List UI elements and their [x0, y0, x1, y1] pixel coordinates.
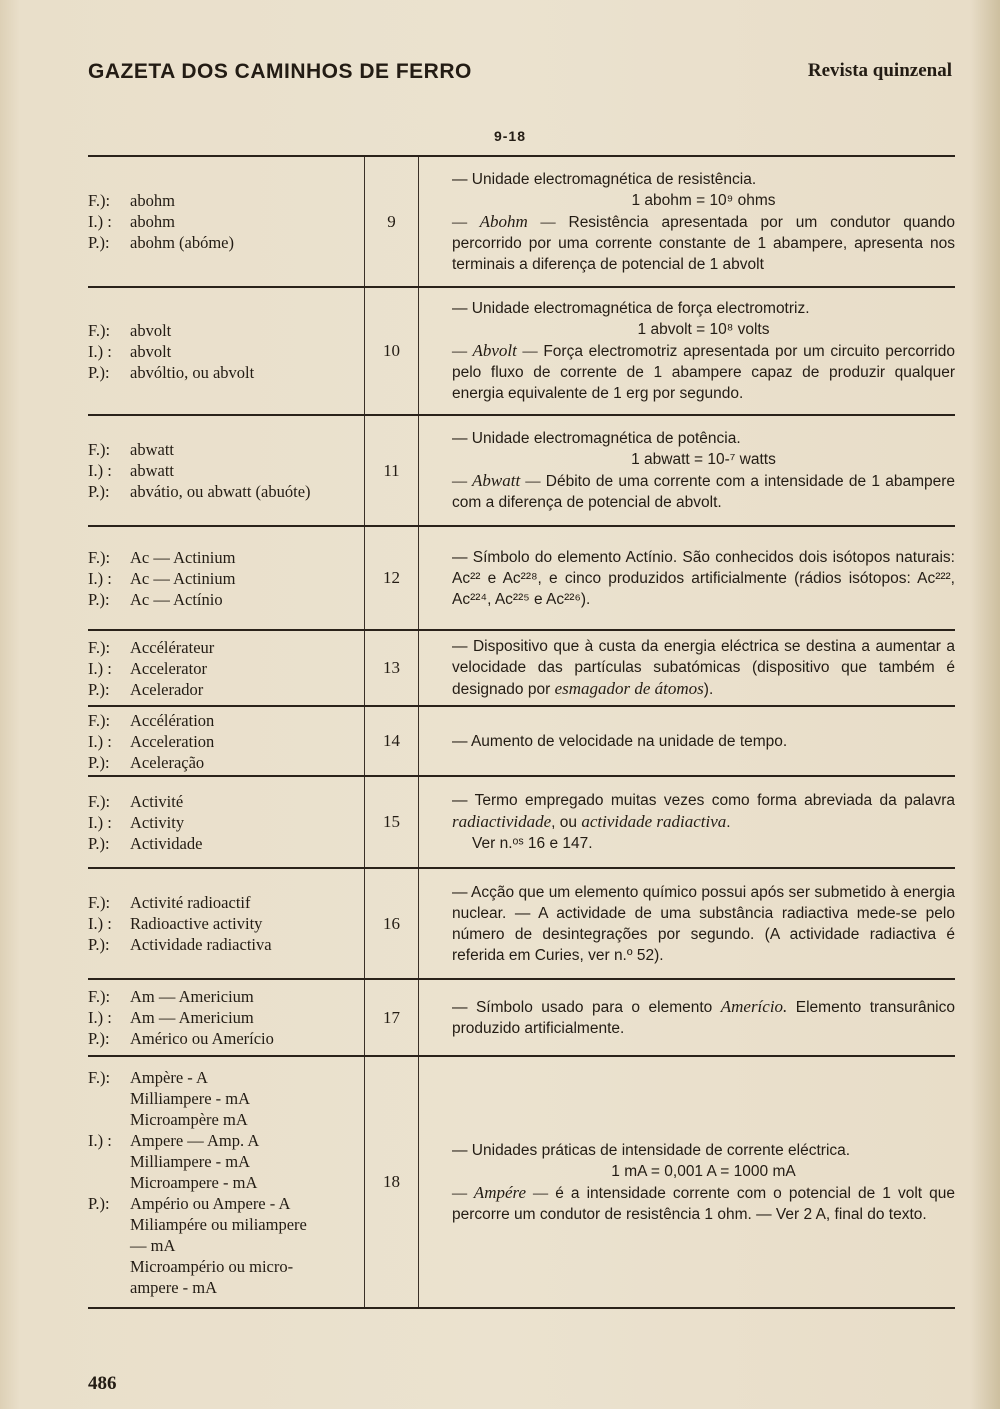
term-column — [88, 157, 365, 286]
term-text: abwatt — [130, 440, 174, 459]
entry-number: 15 — [365, 777, 419, 867]
language-label: P.): — [88, 1193, 110, 1213]
page-number: 486 — [88, 1373, 117, 1394]
table-row — [88, 288, 955, 416]
term-entry — [88, 481, 364, 502]
term-text: Ampère - A — [130, 1067, 208, 1087]
term-text: Accelerator — [130, 658, 207, 678]
table-row — [88, 869, 955, 980]
term-entry — [88, 752, 364, 773]
definition-text: . — [726, 814, 731, 831]
term-text: Milliampere - mA — [130, 1151, 251, 1171]
italic-term: radiactividade — [452, 812, 552, 831]
language-label: F.): — [88, 987, 111, 1006]
table-row — [88, 1057, 955, 1309]
table-row — [88, 631, 955, 707]
journal-subtitle: Revista quinzenal — [807, 60, 952, 81]
definition-line — [452, 1140, 955, 1161]
definition-line — [452, 340, 955, 404]
term-text: Miliampére ou miliampere — [130, 1214, 307, 1234]
definition-text: 1 abohm = 10⁹ ohms — [631, 191, 776, 209]
entry-number: 18 — [365, 1057, 419, 1307]
language-label: P.): — [88, 752, 110, 772]
language-label: F.): — [88, 710, 111, 730]
definition — [419, 777, 955, 867]
definition-line — [452, 449, 955, 470]
language-label: P.): — [88, 589, 110, 609]
term-column — [88, 416, 365, 525]
definition — [419, 1057, 955, 1307]
term-column — [88, 777, 365, 867]
italic-term: — Abohm — — [452, 211, 556, 231]
term-entry — [88, 341, 364, 362]
language-label: I.) : — [88, 812, 112, 832]
term-text: abvolt — [130, 341, 172, 361]
glossary-table — [88, 155, 955, 1309]
term-entry — [88, 211, 364, 232]
term-text: Actividade — [130, 833, 203, 853]
entry-number: 13 — [365, 631, 419, 705]
term-entry — [88, 547, 364, 568]
definition-line — [452, 790, 955, 833]
definition — [419, 527, 955, 629]
term-entry — [88, 986, 364, 1007]
language-label: F.): — [88, 547, 111, 567]
definition-text: — Unidade electromagnética de resistência. — [452, 170, 757, 188]
term-text: Ampere — Amp. A — [130, 1130, 260, 1150]
term-entry — [88, 320, 364, 341]
language-label: F.): — [88, 440, 111, 459]
term-text: Am — Americium — [130, 1008, 254, 1027]
term-entry — [88, 460, 364, 481]
term-column — [88, 527, 365, 629]
journal-title: GAZETA DOS CAMINHOS DE FERRO — [88, 60, 472, 83]
entry-number: 12 — [365, 527, 419, 629]
term-text: Activité — [130, 791, 184, 811]
term-text: Activity — [130, 812, 185, 832]
language-label: I.) : — [88, 461, 112, 480]
term-entry — [88, 892, 364, 913]
term-entry — [88, 362, 364, 383]
language-label: I.) : — [88, 212, 112, 231]
italic-term: Amerício. — [720, 997, 788, 1016]
term-text: Ac — Actinium — [130, 547, 236, 567]
term-text: Accélération — [130, 710, 215, 730]
term-column — [88, 869, 365, 978]
definition-text: — Símbolo usado para o elemento — [452, 999, 721, 1016]
italic-term: — Abwatt — — [452, 471, 541, 490]
term-entry — [88, 710, 364, 731]
definition-line — [452, 882, 955, 966]
table-row — [88, 707, 955, 777]
term-entry — [88, 637, 364, 658]
definition-line — [452, 190, 955, 211]
language-label: P.): — [88, 935, 110, 954]
term-column — [88, 980, 365, 1055]
term-text: abohm — [130, 191, 175, 210]
term-text: Acceleration — [130, 731, 215, 751]
term-text: Activité radioactif — [130, 893, 251, 912]
term-entry — [88, 1067, 364, 1130]
definition-text: 1 abwatt = 10-⁷ watts — [631, 451, 776, 468]
definition — [419, 869, 955, 978]
term-entry — [88, 1007, 364, 1028]
entry-number: 14 — [365, 707, 419, 775]
definition-line — [452, 1182, 955, 1225]
term-text: abohm — [130, 212, 175, 231]
term-entry — [88, 913, 364, 934]
definition — [419, 631, 955, 705]
language-label: P.): — [88, 362, 110, 382]
term-text: Milliampere - mA — [130, 1088, 251, 1108]
definition — [419, 416, 955, 525]
language-label: I.) : — [88, 568, 112, 588]
term-entry — [88, 833, 364, 854]
table-row — [88, 777, 955, 869]
language-label: F.): — [88, 637, 111, 657]
definition-text: ). — [703, 681, 714, 698]
term-text: Ac — Actínio — [130, 589, 223, 609]
term-text: Microampério ou micro- — [130, 1256, 294, 1276]
term-entry — [88, 731, 364, 752]
italic-term: esmagador de átomos — [554, 679, 704, 698]
term-entry — [88, 568, 364, 589]
definition-line — [452, 996, 955, 1039]
entry-number: 10 — [365, 288, 419, 414]
language-label: F.): — [88, 1067, 111, 1087]
term-column — [88, 707, 365, 775]
language-label: F.): — [88, 320, 111, 340]
table-row — [88, 527, 955, 631]
definition-text: é a intensidade corrente com o potencial de 1 volt que percorre um condutor de resistência 1 ohm. — Ver 2 A, final do texto. — [452, 1184, 955, 1223]
definition-line — [452, 169, 955, 190]
term-text: Ampério ou Ampere - A — [130, 1193, 291, 1213]
definition-line — [452, 319, 955, 340]
term-text: Actividade radiactiva — [130, 935, 272, 954]
term-entry — [88, 1130, 364, 1193]
definition-text: — Dispositivo que à custa da energia eléctrica se destina a aumentar a velocidade das partículas subatómicas (dispositivo que também é designado por — [452, 638, 955, 698]
definition-text: Débito de uma corrente com a intensidade de 1 abampere com a diferença de potencial de abvolt. — [452, 473, 955, 511]
definition-line — [452, 547, 955, 610]
definition — [419, 707, 955, 775]
language-label: I.) : — [88, 1130, 112, 1150]
term-text: abvolt — [130, 320, 172, 340]
term-column — [88, 631, 365, 705]
language-label: F.): — [88, 893, 111, 912]
language-label: I.) : — [88, 341, 112, 361]
term-text: Ac — Actinium — [130, 568, 236, 588]
table-body — [88, 157, 955, 1309]
term-entry — [88, 679, 364, 700]
definition-text: Força electromotriz apresentada por um circuito percorrido pelo fluxo de corrente de 1 abampere capaz de produzir qualquer energia equivalente de 1 erg por segundo. — [452, 343, 955, 402]
definition-line — [452, 636, 955, 700]
term-entry — [88, 791, 364, 812]
definition — [419, 288, 955, 414]
entry-number: 17 — [365, 980, 419, 1055]
section-range: 9-18 — [493, 128, 527, 144]
term-text: Acelerador — [130, 679, 204, 699]
language-label: I.) : — [88, 1008, 112, 1027]
term-text: abvátio, ou abwatt (abuóte) — [130, 482, 311, 501]
term-column — [88, 1057, 365, 1307]
language-label: I.) : — [88, 731, 112, 751]
term-text: Am — Americium — [130, 987, 254, 1006]
definition-line — [452, 298, 955, 319]
term-entry — [88, 934, 364, 955]
definition-text: Ver n.ᵒˢ 16 e 147. — [472, 835, 593, 852]
italic-term: — Ampére — — [452, 1182, 549, 1202]
term-entry — [88, 589, 364, 610]
term-text: Américo ou Amerício — [130, 1029, 274, 1048]
term-entry — [88, 232, 364, 253]
definition-text: — Acção que um elemento químico possui após ser submetido à energia nuclear. — A actividade de uma substância radiactiva mede-se pelo número de desintegrações por segundo. (A actividade radiactiva é referida em Curies, ver n.º 52). — [452, 883, 955, 964]
definition-line — [452, 470, 955, 513]
table-row — [88, 980, 955, 1057]
term-text: abwatt — [130, 461, 174, 480]
definition-text: — Símbolo do elemento Actínio. São conhecidos dois isótopos naturais: Ac²² e Ac²²⁸, e cinco produzidos artificialmente (rádios isótopos: Ac²²², Ac²²⁴, Ac²²⁵ e Ac²²⁶). — [452, 548, 955, 608]
term-text: Microampère mA — [130, 1109, 248, 1129]
term-text: Accélérateur — [130, 637, 215, 657]
entry-number: 11 — [365, 416, 419, 525]
italic-term: actividade radiactiva — [581, 812, 727, 831]
language-label: P.): — [88, 233, 110, 252]
definition-text: — Unidades práticas de intensidade de corrente eléctrica. — [452, 1141, 851, 1159]
term-entry — [88, 439, 364, 460]
language-label: P.): — [88, 482, 110, 501]
language-label: P.): — [88, 833, 110, 853]
term-text: ampere - mA — [130, 1277, 218, 1297]
term-text: Aceleração — [130, 752, 205, 772]
definition-text: — Unidade electromagnética de força electromotriz. — [452, 300, 810, 317]
definition — [419, 157, 955, 286]
table-row — [88, 157, 955, 288]
term-column — [88, 288, 365, 414]
definition-line — [452, 428, 955, 449]
term-entry — [88, 658, 364, 679]
definition-text: — Unidade electromagnética de potência. — [452, 430, 741, 447]
term-text: — mA — [130, 1235, 176, 1255]
definition-text: — Termo empregado muitas vezes como forma abreviada da palavra — [452, 792, 955, 809]
term-text: abohm (abóme) — [130, 233, 235, 252]
entry-number: 16 — [365, 869, 419, 978]
definition-text: , ou — [551, 814, 582, 831]
definition-line — [452, 211, 955, 275]
italic-term: — Abvolt — — [452, 341, 538, 360]
definition-text: Resistência apresentada por um condutor quando percorrido por uma corrente constante de 1 abampere, apresenta nos terminais a diferença de potencial de 1 abvolt — [452, 213, 955, 273]
language-label: F.): — [88, 791, 111, 811]
entry-number: 9 — [365, 157, 419, 286]
definition-text: 1 mA = 0,001 A = 1000 mA — [611, 1162, 796, 1180]
definition — [419, 980, 955, 1055]
term-entry — [88, 190, 364, 211]
language-label: F.): — [88, 191, 111, 210]
language-label: P.): — [88, 679, 110, 699]
definition-text: — Aumento de velocidade na unidade de tempo. — [452, 732, 788, 750]
definition-line — [452, 731, 955, 752]
term-text: Microampere - mA — [130, 1172, 258, 1192]
language-label: P.): — [88, 1029, 110, 1048]
definition-text: 1 abvolt = 10⁸ volts — [637, 321, 770, 338]
table-row — [88, 416, 955, 527]
definition-line — [452, 833, 955, 854]
term-entry — [88, 1028, 364, 1049]
language-label: I.) : — [88, 658, 112, 678]
term-text: abvóltio, ou abvolt — [130, 362, 255, 382]
term-text: Radioactive activity — [130, 914, 263, 933]
definition-line — [452, 1161, 955, 1182]
language-label: I.) : — [88, 914, 112, 933]
term-entry — [88, 1193, 364, 1298]
term-entry — [88, 812, 364, 833]
definition-text: Elemento transurânico produzido artificialmente. — [452, 999, 955, 1037]
